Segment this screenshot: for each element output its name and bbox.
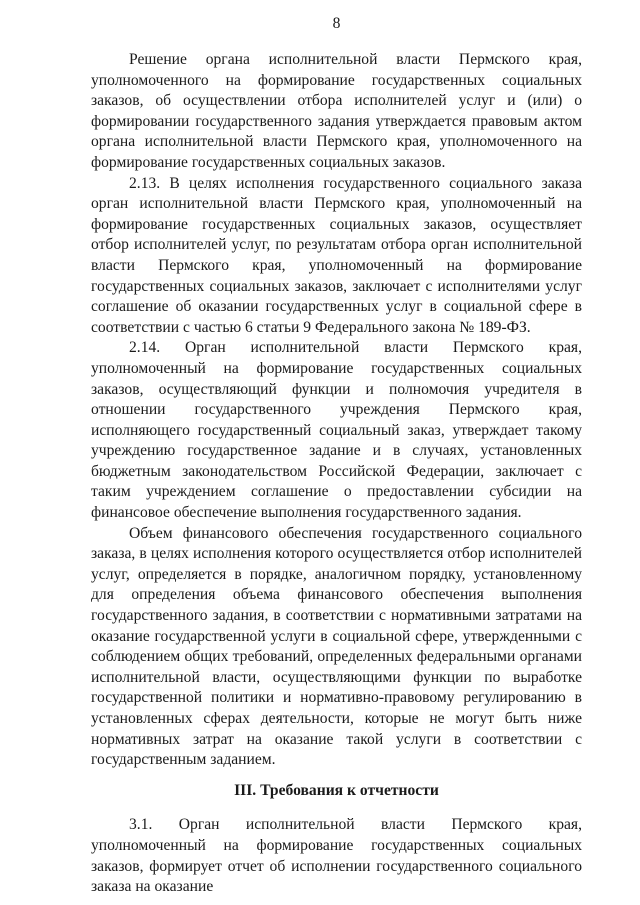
paragraph-2-13: 2.13. В целях исполнения государственного социального заказа орган исполнительной власти Пермского края, уполномоченный на формирование государственных социальных заказов, осуществляет отбор исполнителей услуг, по результатам отбора орган исполнительной власти Пермского края, уполномоченный на формирование государственных социальных заказов, заключает с исполнителями услуг соглашение об оказании государственных услуг в социальной сфере в соответствии с частью 6 статьи 9 Федерального закона № 189-ФЗ. <box>91 174 582 336</box>
section-heading: III. Требования к отчетности <box>234 781 439 799</box>
paragraph-3-1: 3.1. Орган исполнительной власти Пермского края, уполномоченный на формирование государственных социальных заказов, формирует отчет об исполнении государственного социального заказа на оказание <box>91 816 582 896</box>
paragraph-decision: Решение органа исполнительной власти Пермского края, уполномоченного на формирование государственных социальных заказов, об осуществлении отбора исполнителей услуг и (или) о формировании государственного задания утверждается правовым актом органа исполнительной власти Пермского края, уполномоченного на формирование государственных социальных заказов. <box>91 51 582 171</box>
page-number: 8 <box>332 15 341 32</box>
paragraph-2-14: 2.14. Орган исполнительной власти Пермского края, уполномоченный на формирование государственных социальных заказов, осуществляющий функции и полномочия учредителя в отношении государственного учреждения Пермского края, исполняющего государственный социальный заказ, утверждает такому учреждению государственное задание и в случаях, установленных бюджетным законодательством Российской Федерации, заключает с таким учреждением соглашение о предоставлении субсидии на финансовое обеспечение выполнения государственного задания. <box>91 339 582 522</box>
document-page <box>91 0 582 898</box>
paragraph-financing-volume: Объем финансового обеспечения государственного социального заказа, в целях исполнения которого осуществляется отбор исполнителей услуг, определяется в порядке, аналогичном порядку, установленному для определения объема финансового обеспечения выполнения государственного задания, в соответствии с нормативными затратами на оказание государственной услуги в социальной сфере, утвержденными с соблюдением общих требований, определенных федеральными органами исполнительной власти, осуществляющими функции по выработке государственной политики и нормативно-правовому регулированию в установленных сферах деятельности, которые не могут быть ниже нормативных затрат на оказание такой услуги в соответствии с государственным заданием. <box>91 524 582 769</box>
